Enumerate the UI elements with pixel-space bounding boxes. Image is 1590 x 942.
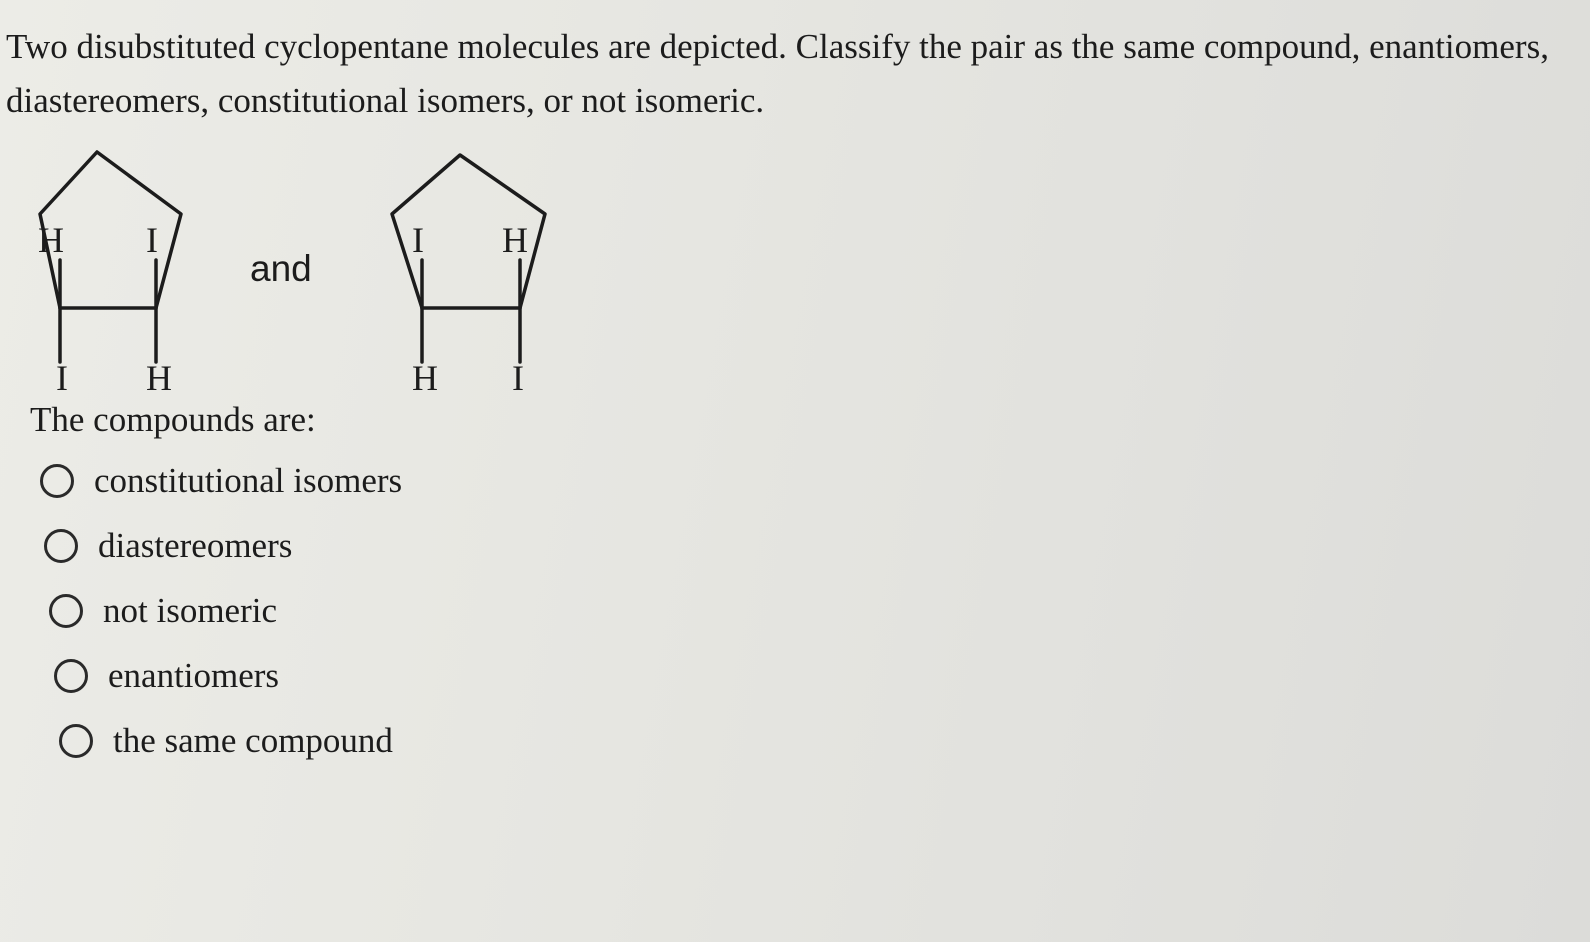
option-constitutional-isomers[interactable] (40, 448, 402, 513)
option-label: not isomeric (103, 590, 277, 630)
option-enantiomers[interactable] (54, 643, 402, 708)
substituent-bottom-left: I (56, 358, 68, 398)
option-not-isomeric[interactable] (49, 578, 402, 643)
radio-button[interactable] (44, 529, 78, 563)
radio-button[interactable] (40, 464, 74, 498)
and-connector: and (250, 248, 312, 289)
substituent-top-left: H (38, 220, 64, 260)
radio-button[interactable] (49, 594, 83, 628)
substituent-bottom-left: H (412, 358, 438, 398)
substituent-top-right: I (146, 220, 158, 260)
option-label: the same compound (113, 720, 393, 760)
option-label: diastereomers (98, 525, 293, 565)
substituent-top-right: H (502, 220, 528, 260)
option-label: enantiomers (108, 655, 280, 695)
substituent-bottom-right: H (146, 358, 172, 398)
substituent-bottom-right: I (512, 358, 524, 398)
question-text: Two disubstituted cyclopentane molecules are depicted. Classify the pair as the same compound, enantiomers, diastereomers, constitutional isomers, or not isomeric. (6, 27, 1549, 120)
option-diastereomers[interactable] (44, 513, 402, 578)
prompt-text: The compounds are: (30, 400, 316, 439)
molecule-2-structure (380, 140, 560, 400)
answer-options (40, 448, 402, 773)
radio-button[interactable] (54, 659, 88, 693)
option-label: constitutional isomers (94, 460, 403, 500)
radio-button[interactable] (59, 724, 93, 758)
molecule-1-structure (20, 140, 200, 400)
substituent-top-left: I (412, 220, 424, 260)
option-same-compound[interactable] (59, 708, 402, 773)
